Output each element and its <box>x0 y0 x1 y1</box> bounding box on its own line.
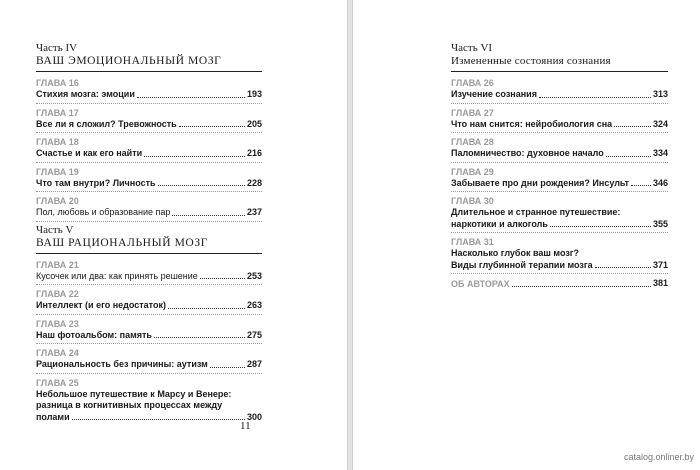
dot-leader <box>158 185 245 186</box>
dot-leader <box>179 126 245 127</box>
part-4 <box>36 42 262 222</box>
dot-leader <box>210 367 245 368</box>
chapter-label: ГЛАВА 21 <box>36 259 79 270</box>
chapter-title: Что там внутри? Личность <box>36 177 156 188</box>
dot-leader <box>154 337 245 338</box>
toc-entry <box>451 278 668 290</box>
chapter-label: ГЛАВА 31 <box>451 237 494 247</box>
toc-chapter-28[interactable] <box>451 137 668 163</box>
chapter-title: Изучение сознания <box>451 89 537 99</box>
chapter-title-line-2: разница в когнитивных процессах между <box>36 400 223 410</box>
chapter-label: ГЛАВА 25 <box>36 377 79 388</box>
toc-chapter-22[interactable] <box>36 289 262 315</box>
part-label: Часть VI <box>451 42 493 54</box>
toc-entry <box>451 219 668 231</box>
page-ref: 228 <box>246 177 262 188</box>
page-ref: 324 <box>652 118 668 129</box>
right-toc-column <box>451 42 668 296</box>
part-title: ВАШ ЭМОЦИОНАЛЬНЫЙ МОЗГ <box>36 54 262 72</box>
toc-entry <box>36 207 262 219</box>
chapter-title: наркотики и алкоголь <box>451 218 548 229</box>
dot-leader <box>539 97 651 98</box>
page-ref: 193 <box>246 89 262 99</box>
dot-leader <box>614 126 651 127</box>
toc-entry <box>36 148 262 160</box>
chapter-title: полами <box>36 411 70 422</box>
page-ref: 275 <box>246 329 262 340</box>
dot-leader <box>144 156 245 157</box>
page-ref: 287 <box>246 359 262 369</box>
chapter-label: ГЛАВА 24 <box>36 348 79 358</box>
chapter-title-line-1: Длительное и странное путешествие: <box>451 207 621 217</box>
toc-chapter-30[interactable] <box>451 196 668 233</box>
toc-chapter-17[interactable] <box>36 108 262 134</box>
toc-chapter-25[interactable] <box>36 378 262 426</box>
chapter-title-line-1: Небольшое путешествие к Марсу и Венере: <box>36 388 232 399</box>
page-ref: 216 <box>246 148 262 158</box>
dot-leader <box>550 226 651 227</box>
toc-chapter-27[interactable] <box>451 108 668 134</box>
toc-chapter-20[interactable] <box>36 196 262 222</box>
dot-leader <box>512 286 651 287</box>
chapter-title: Пол, любовь и образование пар <box>36 207 171 217</box>
dot-leader <box>172 215 245 216</box>
chapter-title: Все ли я сложил? Тревожность <box>36 118 177 129</box>
watermark: catalog.onliner.by <box>623 452 694 462</box>
page-ref: 334 <box>652 148 668 158</box>
right-page <box>352 0 700 470</box>
chapter-label: ГЛАВА 17 <box>36 107 79 118</box>
chapter-label: ГЛАВА 16 <box>36 78 79 88</box>
toc-entry <box>36 300 262 312</box>
toc-chapter-23[interactable] <box>36 319 262 345</box>
part-title: ВАШ РАЦИОНАЛЬНЫЙ МОЗГ <box>36 236 262 254</box>
left-toc-column <box>36 42 262 429</box>
toc-entry <box>36 271 262 283</box>
toc-chapter-31[interactable] <box>451 237 668 274</box>
chapter-label: ГЛАВА 27 <box>451 107 494 118</box>
dot-leader <box>606 156 651 157</box>
toc-entry <box>36 359 262 371</box>
toc-entry <box>451 89 668 101</box>
page-ref: 313 <box>652 89 668 99</box>
toc-chapter-21[interactable] <box>36 260 262 286</box>
chapter-label: ГЛАВА 18 <box>36 137 79 147</box>
toc-chapter-24[interactable] <box>36 348 262 374</box>
page-ref: 205 <box>246 118 262 129</box>
toc-chapter-16[interactable] <box>36 78 262 104</box>
dot-leader <box>168 308 245 309</box>
authors-label: ОБ АВТОРАХ <box>451 278 510 289</box>
chapter-title: Интеллект (и его недостаток) <box>36 300 166 310</box>
chapter-title: Наш фотоальбом: память <box>36 329 152 340</box>
dot-leader <box>137 97 245 98</box>
toc-entry <box>36 119 262 131</box>
chapter-label: ГЛАВА 30 <box>451 196 494 206</box>
chapter-title: Рациональность без причины: аутизм <box>36 359 208 369</box>
dot-leader <box>72 419 245 420</box>
chapter-title: Паломничество: духовное начало <box>451 148 604 158</box>
toc-entry <box>36 178 262 190</box>
page-number: 11 <box>240 420 251 432</box>
chapter-label: ГЛАВА 28 <box>451 137 494 147</box>
toc-entry <box>451 178 668 190</box>
toc-entry <box>451 148 668 160</box>
chapter-title: Кусочек или два: как принять решение <box>36 270 198 281</box>
toc-entry <box>451 260 668 272</box>
toc-chapter-19[interactable] <box>36 167 262 193</box>
page-ref: 346 <box>652 177 668 188</box>
toc-entry <box>36 330 262 342</box>
chapter-label: ГЛАВА 23 <box>36 318 79 329</box>
toc-entry <box>36 412 262 424</box>
page-ref: 253 <box>246 270 262 281</box>
chapter-title: Стихия мозга: эмоции <box>36 89 135 99</box>
toc-chapter-26[interactable] <box>451 78 668 104</box>
part-title: Измененные состояния сознания <box>451 54 668 72</box>
page-ref: 263 <box>246 300 262 310</box>
dot-leader <box>595 267 651 268</box>
part-label: Часть V <box>36 223 74 236</box>
toc-entry <box>451 119 668 131</box>
chapter-title: Счастье и как его найти <box>36 148 143 158</box>
chapter-title-line-1: Насколько глубок ваш мозг? <box>451 248 580 258</box>
toc-entry <box>36 89 262 101</box>
chapter-title: Виды глубинной терапии мозга <box>451 259 593 270</box>
chapter-label: ГЛАВА 19 <box>36 166 79 177</box>
page-ref: 381 <box>652 278 668 288</box>
toc-authors[interactable] <box>451 278 668 292</box>
part-label: Часть IV <box>36 42 78 54</box>
toc-chapter-18[interactable] <box>36 137 262 163</box>
dot-leader <box>200 278 245 279</box>
chapter-label: ГЛАВА 22 <box>36 289 79 299</box>
part-5 <box>36 224 262 426</box>
toc-chapter-29[interactable] <box>451 167 668 193</box>
left-page <box>0 0 348 470</box>
chapter-title: Что нам снится: нейробиология сна <box>451 118 613 129</box>
page-ref: 300 <box>246 411 262 422</box>
page-ref: 237 <box>246 207 262 217</box>
page-ref: 355 <box>652 218 668 229</box>
chapter-label: ГЛАВА 26 <box>451 78 494 88</box>
chapter-title: Забываете про дни рождения? Инсульт <box>451 177 630 188</box>
dot-leader <box>631 185 651 186</box>
chapter-label: ГЛАВА 20 <box>36 196 79 206</box>
page-ref: 371 <box>652 259 668 270</box>
chapter-label: ГЛАВА 29 <box>451 166 494 177</box>
